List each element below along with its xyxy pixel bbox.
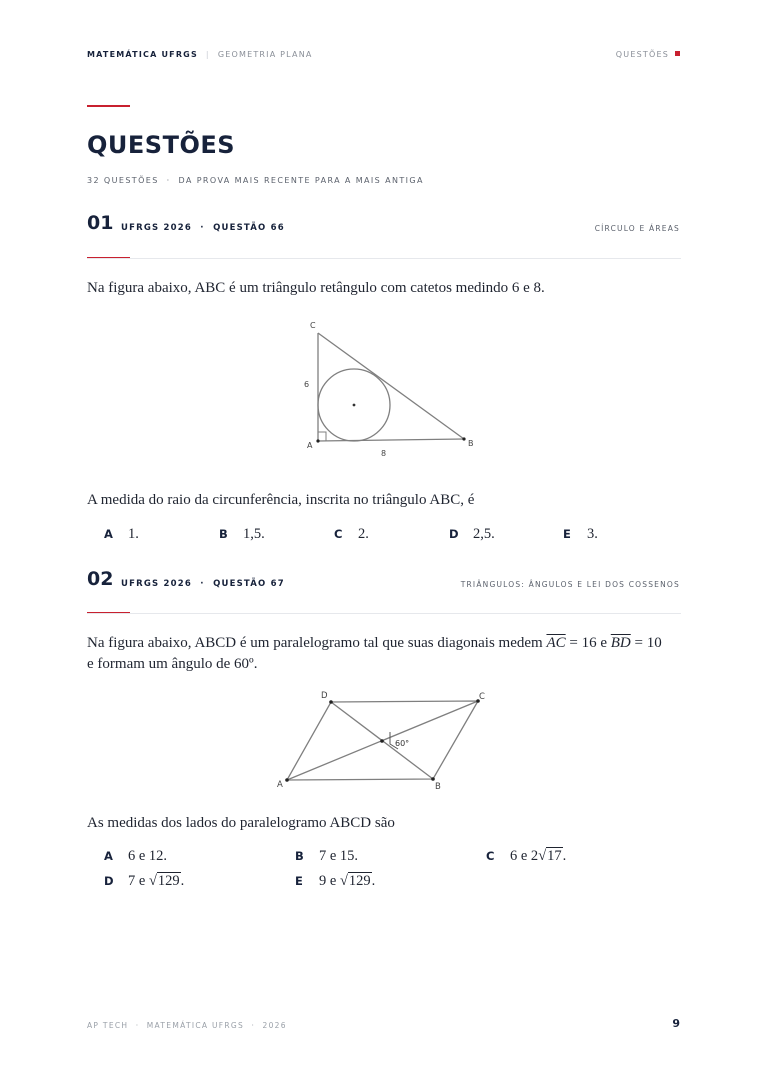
sqrt-expression: √17: [538, 848, 562, 864]
question-prompt: A medida do raio da circunferência, inscrita no triângulo ABC, é: [87, 492, 475, 508]
diagonal-ac-value: = 16 e: [569, 635, 608, 651]
intersection-point: [380, 739, 384, 743]
option-letter: D: [449, 527, 459, 541]
answer-option-e[interactable]: [563, 526, 598, 543]
question-topic: TRIÂNGULOS: ÂNGULOS E LEI DOS COSSENOS: [460, 580, 680, 589]
source-question: QUESTÃO 66: [213, 223, 285, 233]
subtitle-count: 32 QUESTÕES: [87, 176, 159, 185]
answer-option-d[interactable]: [449, 526, 495, 543]
option-letter: D: [104, 874, 114, 888]
vertex-a: [316, 439, 319, 442]
answer-option-c[interactable]: [334, 526, 369, 543]
option-letter: A: [104, 527, 113, 541]
label-d: D: [321, 691, 328, 701]
header-course: MATEMÁTICA UFRGS: [87, 50, 198, 59]
answer-option-d[interactable]: [104, 873, 184, 890]
answer-option-e[interactable]: [295, 873, 375, 890]
question-topic: CÍRCULO E ÁREAS: [594, 224, 680, 233]
source-dot: ·: [200, 223, 205, 233]
option-letter: E: [563, 527, 571, 541]
label-side-6: 6: [304, 380, 310, 389]
option-text: 2.: [358, 526, 369, 542]
diagonal-bd: $\overline{BD}$: [610, 635, 631, 651]
page-subtitle: [87, 176, 424, 185]
source-exam: UFRGS 2026: [121, 223, 192, 233]
radicand: 129: [157, 873, 180, 889]
header-marker-icon: [675, 51, 680, 56]
answer-option-c[interactable]: [486, 848, 566, 865]
answer-option-a[interactable]: [104, 526, 139, 543]
footer-brand: AP TECH: [87, 1021, 129, 1030]
label-c: C: [310, 321, 316, 330]
triangle-figure: [290, 312, 490, 462]
question-source: [121, 579, 285, 589]
option-letter: A: [104, 849, 113, 863]
option-text-end: .: [371, 873, 376, 889]
option-text: 1.: [128, 526, 139, 542]
diagonal-ac: $\overline{AC}$: [546, 635, 566, 651]
footer-dot: ·: [135, 1021, 140, 1030]
radicand: 17: [547, 848, 562, 864]
question-statement: Na figura abaixo, ABC é um triângulo retângulo com catetos medindo 6 e 8.: [87, 280, 545, 296]
leg-ab: [318, 439, 464, 441]
subtitle-order: DA PROVA MAIS RECENTE PARA A MAIS ANTIGA: [178, 176, 424, 185]
vertex-d: [329, 700, 333, 704]
running-header: [87, 50, 313, 59]
label-b: B: [435, 782, 441, 792]
option-text-end: .: [180, 873, 185, 889]
question-divider: [87, 613, 681, 614]
option-text: 6 e 12.: [128, 848, 168, 864]
page-title: QUESTÕES: [87, 131, 236, 159]
vertex-b: [462, 437, 465, 440]
right-angle-mark: [318, 432, 326, 441]
option-text: 1,5.: [243, 526, 265, 542]
question-prompt: As medidas dos lados do paralelogramo ABCD são: [87, 815, 395, 831]
statement-text: Na figura abaixo, ABCD é um paralelogramo tal que suas diagonais medem: [87, 635, 543, 651]
running-header-right: [616, 50, 680, 59]
page-number: 9: [672, 1017, 680, 1030]
subtitle-dot: ·: [166, 176, 171, 185]
source-exam: UFRGS 2026: [121, 579, 192, 589]
statement-line-2: e formam um ângulo de 60º.: [87, 656, 258, 672]
hypotenuse-bc: [318, 333, 464, 439]
option-text: 2,5.: [473, 526, 495, 542]
option-text: 3.: [587, 526, 598, 542]
label-a: A: [277, 780, 283, 790]
sqrt-expression: √129: [339, 873, 371, 889]
vertex-a: [285, 778, 289, 782]
source-dot: ·: [200, 579, 205, 589]
option-letter: C: [334, 527, 343, 541]
option-letter: C: [486, 849, 495, 863]
diagonal-bd-value: = 10: [634, 635, 662, 651]
footer-year: 2026: [262, 1021, 287, 1030]
option-text: 6 e 2: [510, 848, 539, 864]
option-text: 9 e: [319, 873, 340, 889]
angle-label: 60°: [395, 739, 410, 748]
label-b: B: [468, 439, 474, 448]
circle-center: [353, 404, 356, 407]
footer-course: MATEMÁTICA UFRGS: [146, 1021, 245, 1030]
option-letter: B: [219, 527, 228, 541]
title-accent-line: [87, 105, 130, 107]
parallelogram-figure: [270, 686, 500, 796]
question-number: 02: [87, 568, 114, 590]
option-text-end: .: [562, 848, 567, 864]
header-section: GEOMETRIA PLANA: [217, 50, 313, 59]
header-right-label: QUESTÕES: [615, 50, 669, 59]
footer-dot: ·: [251, 1021, 256, 1030]
question-source: [121, 223, 285, 233]
label-side-8: 8: [381, 449, 387, 458]
answer-option-a[interactable]: [104, 848, 167, 865]
answer-option-b[interactable]: [295, 848, 358, 865]
option-text: 7 e: [128, 873, 149, 889]
label-c: C: [479, 692, 485, 702]
answer-option-b[interactable]: [219, 526, 265, 543]
question-divider: [87, 258, 681, 259]
question-statement: [87, 635, 662, 652]
header-separator: |: [205, 50, 210, 59]
vertex-b: [431, 777, 435, 781]
label-a: A: [307, 441, 313, 450]
option-text: 7 e 15.: [319, 848, 359, 864]
sqrt-expression: √129: [148, 873, 180, 889]
radicand: 129: [348, 873, 371, 889]
page-footer: [87, 1021, 287, 1030]
question-number: 01: [87, 212, 114, 234]
source-question: QUESTÃO 67: [213, 579, 285, 589]
option-letter: E: [295, 874, 303, 888]
option-letter: B: [295, 849, 304, 863]
